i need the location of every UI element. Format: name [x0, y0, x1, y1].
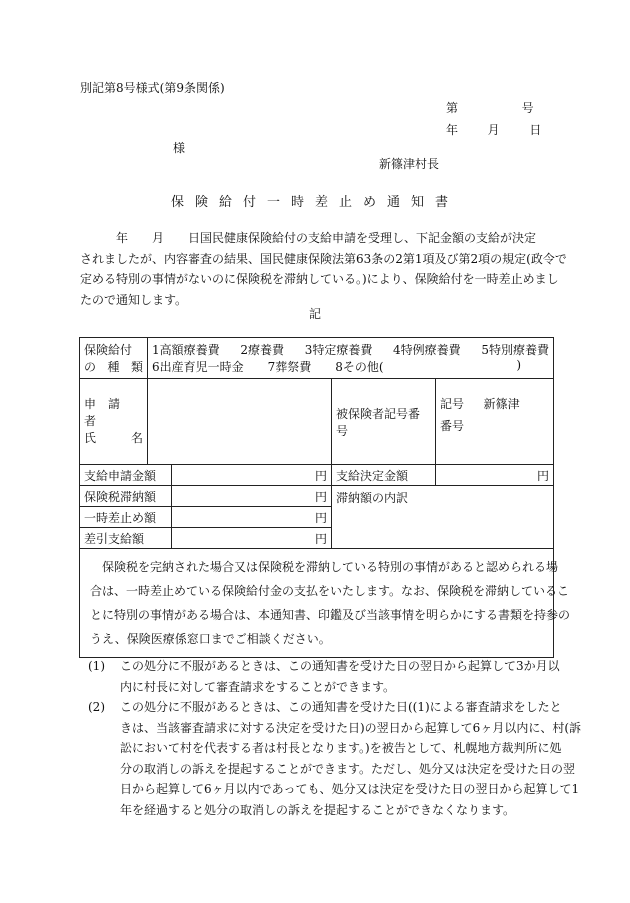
footnote-line: この処分に不服があるときは、この通知書を受けた日((1)による審査請求をしたと	[120, 700, 562, 714]
label-char: 種	[107, 360, 120, 374]
benefit-type-option: 1高額療養費	[152, 343, 220, 357]
note-line: とに特別の事情がある場合は、本通知書、印鑑及び当該事情を明らかにする書類を持参の	[90, 608, 571, 622]
footnote-number: (1)	[88, 659, 105, 673]
body-line: 定める特別の事情がないのに保険税を滞納している。)により、保険給付を一時差止めまし	[80, 272, 559, 286]
body-line: されましたが、内容審査の結果、国民健康保険法第63条の2第1項及び第2項の規定(政令で	[80, 251, 567, 266]
benefit-type-label	[80, 338, 148, 379]
footnote-line: この処分に不服があるときは、この通知書を受けた日の翌日から起算して3か月以	[120, 659, 560, 673]
applied-amount-label: 支給申請金額	[80, 465, 172, 486]
note-line: 保険税を完納された場合又は保険税を滞納している特別の事情があると認められる場	[90, 560, 559, 574]
issue-date	[446, 121, 541, 138]
suspended-amount-value: 円	[172, 507, 332, 528]
footnote-line: 年を経過すると処分の取消しの訴えを提起することができなくなります。	[120, 802, 516, 817]
footnotes	[88, 656, 582, 820]
benefit-type-option: 5特別療養費	[481, 343, 550, 357]
footnote-line: 訟において村を代表する者は村長となります。)を被告として、札幌地方裁判所に処	[120, 741, 562, 755]
applicant-label-2	[84, 429, 143, 446]
label-char: 名	[130, 431, 143, 445]
sender-name: 新篠津村長	[379, 157, 440, 171]
body-line: 年 月 日国民健康保険給付の支給申請を受理し、下記金額の支給が決定	[80, 231, 537, 245]
footnote-line: 内に村長に対して審査請求をすることができます。	[120, 679, 396, 694]
number-suffix: 号	[521, 101, 534, 115]
document-number	[446, 99, 534, 116]
footnote-item	[88, 656, 558, 697]
kigo-row	[440, 393, 549, 415]
applied-amount-value: 円	[172, 465, 332, 486]
date-year: 年	[446, 123, 459, 137]
note-line: 合は、一時差止めている保険給付金の支払をいたします。なお、保険税を滞納しているこ	[90, 584, 570, 598]
number-prefix: 第	[446, 101, 459, 115]
benefit-type-option: 7葬祭費	[267, 360, 312, 374]
benefit-types-row-2	[152, 358, 549, 375]
bango-label: 番号	[440, 419, 465, 433]
footnote-line: 日から起算して6ヶ月以内であっても、処分又は決定を受けた日の翌日から起算して1	[120, 782, 580, 796]
benefit-type-label-1: 保険給付	[84, 343, 133, 357]
date-day: 日	[529, 123, 542, 137]
decided-amount-value: 円	[436, 465, 554, 486]
benefit-type-label-2	[84, 358, 143, 375]
benefit-type-option: 2療養費	[240, 343, 284, 357]
decided-amount-label: 支給決定金額	[332, 465, 436, 486]
insured-number-label: 被保険者記号番号	[332, 379, 436, 465]
body-line: たので通知します。	[80, 292, 188, 307]
applicant-name-label	[80, 379, 148, 465]
arrears-breakdown	[332, 486, 554, 549]
document-title: 保険給付一時差止め通知書	[170, 195, 459, 210]
date-month: 月	[487, 123, 500, 137]
benefit-type-options	[148, 338, 554, 379]
tax-arrears-value: 円	[172, 486, 332, 507]
suspended-amount-label: 一時差止め額	[80, 507, 172, 528]
label-char: 氏	[84, 431, 97, 445]
addressee-suffix: 様	[173, 141, 186, 155]
net-payment-value: 円	[172, 528, 332, 549]
insured-number-value	[436, 379, 554, 465]
arrears-breakdown-label: 滞納額の内訳	[336, 491, 409, 505]
note-line: うえ、保険医療係窓口までご相談ください。	[90, 632, 331, 646]
benefit-type-option: 3特定療養費	[304, 343, 373, 357]
benefit-type-option: 6出産育児一時金	[152, 360, 244, 374]
benefit-type-option: 4特例療養費	[393, 343, 461, 357]
benefit-type-option: 8その他(	[335, 360, 384, 374]
footnote-line: きは、当該審査請求に対する決定を受けた日)の翌日から起算して6ヶ月以内に、村(訴	[120, 720, 582, 735]
other-close-paren: )	[516, 358, 522, 372]
footnote-line: 分の取消しの訴えを提起することができます。ただし、処分又は決定を受けた日の翌	[120, 761, 576, 776]
benefit-table	[79, 337, 571, 658]
payment-note	[80, 549, 571, 658]
notice-body	[80, 228, 567, 310]
tax-arrears-label: 保険税滞納額	[80, 486, 172, 507]
form-identifier: 別記第8号様式(第9条関係)	[80, 81, 225, 95]
net-payment-label: 差引支給額	[80, 528, 172, 549]
applicant-label-1: 申 請 者	[84, 397, 133, 428]
kigo-value: 新篠津	[483, 397, 520, 411]
footnote-item	[88, 697, 582, 820]
kigo-label: 記号	[440, 397, 465, 411]
ki-heading: 記	[308, 307, 321, 321]
label-char: の	[84, 360, 97, 374]
benefit-types-row-1	[152, 341, 549, 358]
label-char: 類	[130, 360, 143, 374]
footnote-number: (2)	[88, 700, 105, 714]
applicant-name-value	[148, 379, 332, 465]
